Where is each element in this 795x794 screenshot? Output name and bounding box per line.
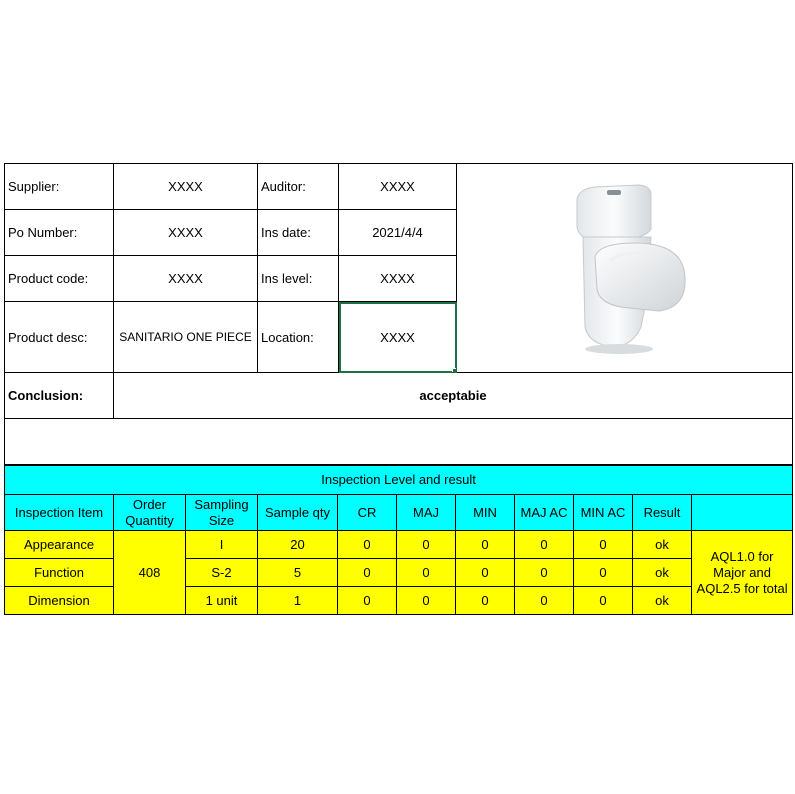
product-code-label[interactable]: Product code: (5, 256, 114, 302)
header-min-ac[interactable]: MIN AC (574, 495, 633, 531)
row-dimension-result[interactable]: ok (633, 587, 692, 615)
row-appearance-result[interactable]: ok (633, 531, 692, 559)
row-function-maj-ac[interactable]: 0 (515, 559, 574, 587)
fill-handle[interactable] (452, 368, 457, 373)
row-function-min[interactable]: 0 (456, 559, 515, 587)
row-appearance-min-ac[interactable]: 0 (574, 531, 633, 559)
conclusion-value[interactable]: acceptabie (114, 373, 793, 419)
row-dimension-cr[interactable]: 0 (338, 587, 397, 615)
location-value-selected-cell[interactable] (339, 302, 457, 373)
location-label[interactable]: Location: (258, 302, 339, 373)
header-min[interactable]: MIN (456, 495, 515, 531)
row-dimension-sampling[interactable]: 1 unit (186, 587, 258, 615)
conclusion-label[interactable]: Conclusion: (5, 373, 114, 419)
row-dimension-min-ac[interactable]: 0 (574, 587, 633, 615)
header-blank[interactable] (692, 495, 793, 531)
row-function-cr[interactable]: 0 (338, 559, 397, 587)
row-appearance-maj-ac[interactable]: 0 (515, 531, 574, 559)
inspection-title[interactable]: Inspection Level and result (5, 466, 793, 495)
supplier-label[interactable]: Supplier: (5, 164, 114, 210)
header-maj[interactable]: MAJ (397, 495, 456, 531)
po-number-value[interactable]: XXXX (114, 210, 258, 256)
row-appearance-min[interactable]: 0 (456, 531, 515, 559)
row-function-qty[interactable]: 5 (258, 559, 338, 587)
toilet-photo (555, 177, 695, 357)
header-result[interactable]: Result (633, 495, 692, 531)
row-appearance-cr[interactable]: 0 (338, 531, 397, 559)
info-table (4, 163, 793, 465)
po-number-label[interactable]: Po Number: (5, 210, 114, 256)
location-value: XXXX (380, 329, 415, 345)
row-appearance-maj[interactable]: 0 (397, 531, 456, 559)
header-inspection-item[interactable]: Inspection Item (5, 495, 114, 531)
header-sample-qty[interactable]: Sample qty (258, 495, 338, 531)
row-dimension-qty[interactable]: 1 (258, 587, 338, 615)
row-dimension-maj[interactable]: 0 (397, 587, 456, 615)
aql-note[interactable]: AQL1.0 for Major and AQL2.5 for total (692, 531, 793, 615)
row-function-item[interactable]: Function (5, 559, 114, 587)
inspection-report (4, 163, 792, 615)
product-desc-label[interactable]: Product desc: (5, 302, 114, 373)
ins-date-label[interactable]: Ins date: (258, 210, 339, 256)
auditor-value[interactable]: XXXX (339, 164, 457, 210)
ins-date-value[interactable]: 2021/4/4 (339, 210, 457, 256)
header-maj-ac[interactable]: MAJ AC (515, 495, 574, 531)
row-function-sampling[interactable]: S-2 (186, 559, 258, 587)
row-dimension-item[interactable]: Dimension (5, 587, 114, 615)
product-image-cell[interactable] (457, 164, 793, 373)
row-function-maj[interactable]: 0 (397, 559, 456, 587)
auditor-label[interactable]: Auditor: (258, 164, 339, 210)
header-cr[interactable]: CR (338, 495, 397, 531)
ins-level-label[interactable]: Ins level: (258, 256, 339, 302)
row-appearance-sampling[interactable]: I (186, 531, 258, 559)
order-quantity-value[interactable]: 408 (114, 531, 186, 615)
row-dimension-maj-ac[interactable]: 0 (515, 587, 574, 615)
row-appearance-item[interactable]: Appearance (5, 531, 114, 559)
row-dimension-min[interactable]: 0 (456, 587, 515, 615)
row-function-result[interactable]: ok (633, 559, 692, 587)
ins-level-value[interactable]: XXXX (339, 256, 457, 302)
header-sampling-size[interactable]: Sampling Size (186, 495, 258, 531)
header-order-quantity[interactable]: Order Quantity (114, 495, 186, 531)
spacer-row (5, 419, 793, 465)
row-function-min-ac[interactable]: 0 (574, 559, 633, 587)
inspection-table (4, 465, 793, 615)
supplier-value[interactable]: XXXX (114, 164, 258, 210)
row-appearance-qty[interactable]: 20 (258, 531, 338, 559)
product-desc-value[interactable]: SANITARIO ONE PIECE (114, 302, 258, 373)
product-code-value[interactable]: XXXX (114, 256, 258, 302)
